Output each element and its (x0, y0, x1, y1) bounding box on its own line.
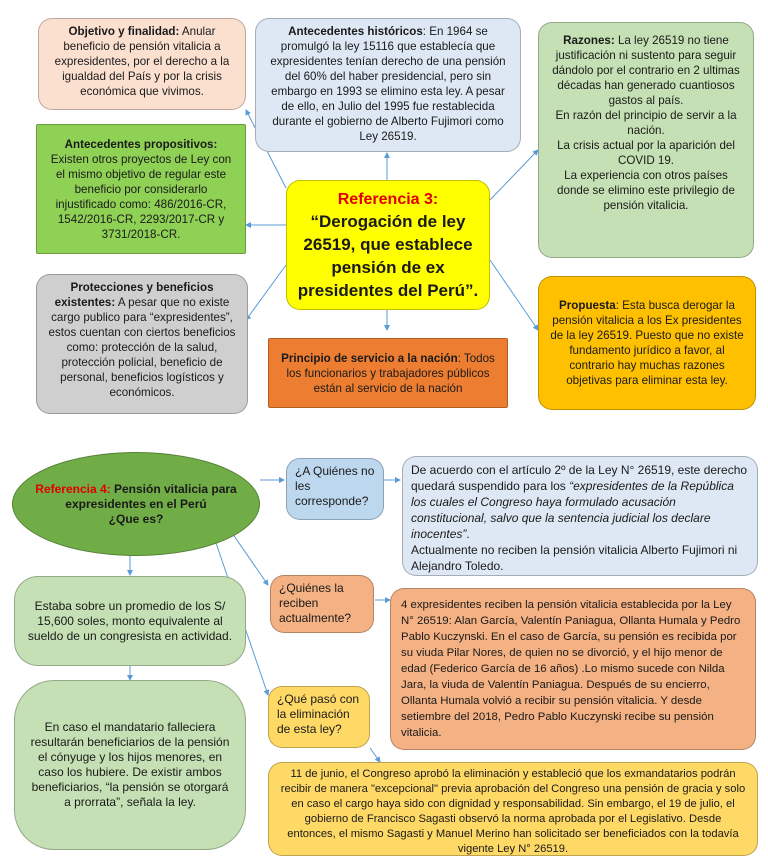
answer-no-corresponde (402, 456, 758, 576)
razones-text: La ley 26519 no tiene justificación ni sustento para seguir dándolo por el contrario en 2 ultimas décadas han generado cuantiosos gastos al país. (552, 34, 740, 107)
objetivo-box (38, 18, 246, 110)
fallece-box (14, 680, 246, 850)
answer-no-text-end: . (466, 527, 470, 541)
question-reciben-text: ¿Quiénes la reciben actualmente? (279, 581, 352, 625)
principio-text: : Todos los funcionarios y trabajadores públicos están al servicio de la nación (286, 351, 495, 395)
answer-no-text-1: De acuerdo con el artículo 2º de la Ley N° 26519, este derecho quedará suspendido para los (411, 463, 748, 493)
question-reciben (270, 575, 374, 633)
answer-eliminacion-text: 11 de junio, el Congreso aprobó la eliminación y estableció que los exmandatarios podrán recibir de manera "excepcional" previa aprobación del Congreso una pensión de gracia y solo en caso el cargo haya sido con dignidad y responsabilidad. Sin embargo, el 19 de julio, el gobierno de Francisco Sagasti observó la norma aprobada por el Legislativo. Desde entonces, el mismo Sagasti y Manuel Merino han solicitado ser beneficiados con la todavía vigente Ley N° 26519. (280, 768, 746, 855)
question-no-corresponde-text: ¿A Quiénes no les corresponde? (295, 464, 375, 508)
referencia-4-title: Referencia 4: (35, 481, 111, 496)
propositivos-text: Existen otros proyectos de Ley con el mismo objetivo de regular este beneficio por considerarlo injustificado como: 486/2016-CR, 1542/2016-CR, 2293/2017-CR y 3731/2018-CR. (50, 153, 232, 241)
referencia-4-text: Pensión vitalicia para expresidentes en el Perú (65, 481, 237, 511)
connector (490, 260, 538, 330)
promedio-box (14, 576, 246, 666)
promedio-text: Estaba sobre un promedio de los S/ 15,600 soles, monto equivalente al sueldo de un congresista en actividad. (27, 598, 233, 643)
question-eliminacion (268, 686, 370, 748)
objetivo-title: Objetivo y finalidad: (68, 25, 180, 38)
protecciones-title: Protecciones y beneficios existentes: (54, 281, 214, 309)
question-no-corresponde (286, 458, 384, 520)
principio-title: Principio de servicio a la nación (281, 351, 458, 365)
objetivo-text: Anular beneficio de pensión vitalicia a expresidentes, por el derecho a la igualdad del País y por la crisis económica que vivimos. (54, 25, 230, 98)
answer-reciben (390, 588, 756, 750)
razones-title: Razones: (563, 34, 615, 47)
propuesta-box (538, 276, 756, 410)
razones-line-4: La experiencia con otros países donde se elimino este privilegio de pensión vitalicia. (557, 169, 735, 212)
historicos-title: Antecedentes históricos (288, 25, 423, 38)
antecedentes-historicos-box (255, 18, 521, 152)
propuesta-text: : Esta busca derogar la pensión vitalicia a los Ex presidentes de la ley 26519. Puesto que no existe fundamento jurídico a favor, al contrario hay muchas razones objetivas para eliminar esta ley. (550, 299, 744, 387)
razones-line-2: En razón del principio de servir a la nación. (555, 109, 737, 137)
propositivos-title: Antecedentes propositivos: (64, 138, 218, 151)
connector (370, 748, 380, 762)
referencia-3-box (286, 180, 490, 310)
connector (490, 150, 538, 200)
answer-no-text-2: Actualmente no reciben la pensión vitalicia Alberto Fujimori ni Alejandro Toledo. (411, 543, 738, 573)
referencia-3-text: “Derogación de ley 26519, que establece pensión de ex presidentes del Perú”. (297, 211, 479, 300)
antecedentes-propositivos-box (36, 124, 246, 254)
razones-line-3: La crisis actual por la aparición del COVID 19. (557, 139, 735, 167)
answer-reciben-text: 4 expresidentes reciben la pensión vitalicia establecida por la Ley N° 26519: Alan García, Valentín Paniagua, Ollanta Humala y Pedro Pablo Kuczynski. En el caso de García, su pensión es recibida por su viuda Pilar Nores, de quien no se divorció, y el hijo menor de edad (Federico García de 16 años) .Lo mismo sucede con Nilda Jara, la viuda de Valentín Paniagua. Después de su encierro, Ollanta Humala volvió a recibir su pensión vitalicia. Y desde setiembre del 2018, Pedro Pablo Kuczynski recibe su pensión vitalicia. (401, 599, 741, 739)
referencia-3-title: Referencia 3: (337, 190, 439, 208)
referencia-4-question: ¿Que es? (108, 511, 164, 526)
protecciones-box (36, 274, 248, 414)
razones-box (538, 22, 754, 258)
fallece-text: En caso el mandatario falleciera resultarán beneficiarios de la pensión el cónyuge y los hijos menores, en caso los hubiere. De existir ambos beneficiarios, “la pensión se otorgará a prorrata”, señala la ley. (30, 720, 230, 809)
propuesta-title: Propuesta (559, 299, 616, 312)
principio-box (268, 338, 508, 408)
answer-no-italic: “expresidentes de la República los cuales el Congreso haya formulado acusación constitucional, salvo que la sentencia judicial los declare inocentes” (411, 479, 734, 541)
connector (230, 530, 268, 585)
historicos-text: : En 1964 se promulgó la ley 15116 que establecía que expresidentes tenían derecho de una pensión del 60% del haber presidencial, pero sin embargo en 1993 se elimino esta ley. A pesar de ello, en Julio del 1995 fue restablecida durante el gobierno de Alberto Fujimori como Ley 26519. (270, 25, 506, 143)
protecciones-text: A pesar que no existe cargo publico para “expresidentes”, estos cuentan con ciertos beneficios como: protección de la salud, protección policial, beneficio de personal, beneficios logísticos y económicos. (48, 296, 236, 399)
referencia-4-ellipse (12, 452, 260, 556)
connector (246, 265, 286, 320)
answer-eliminacion (268, 762, 758, 856)
question-eliminacion-text: ¿Qué pasó con la eliminación de esta ley? (277, 692, 360, 736)
